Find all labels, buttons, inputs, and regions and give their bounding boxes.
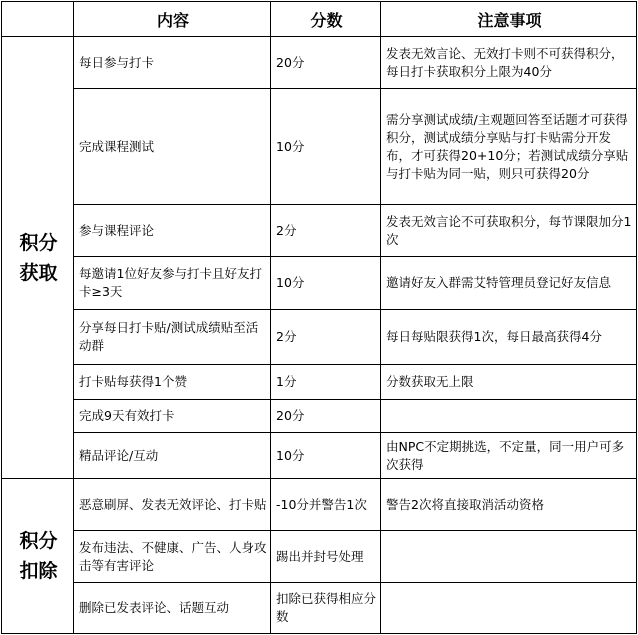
row-score: 1分 (271, 365, 381, 400)
header-row (2, 2, 637, 37)
header-content: 内容 (74, 2, 271, 37)
points-rules-table (1, 1, 637, 634)
deduct-row (2, 531, 637, 583)
row-notes: 发表无效言论、无效打卡则不可获得积分，每日打卡获取积分上限为40分 (381, 37, 637, 89)
earn-row (2, 365, 637, 400)
deduct-row (2, 479, 637, 531)
row-notes: 邀请好友入群需艾特管理员登记好友信息 (381, 257, 637, 310)
earn-row (2, 400, 637, 433)
header-notes: 注意事项 (381, 2, 637, 37)
row-notes: 分数获取无上限 (381, 365, 637, 400)
row-content: 分享每日打卡贴/测试成绩贴至活动群 (74, 310, 271, 365)
row-notes (381, 583, 637, 634)
row-content: 恶意刷屏、发表无效评论、打卡贴 (74, 479, 271, 531)
row-notes (381, 400, 637, 433)
row-score: 10分 (271, 433, 381, 479)
row-score: 10分 (271, 257, 381, 310)
row-notes: 需分享测试成绩/主观题回答至话题才可获得积分，测试成绩分享贴与打卡贴需分开发布，才可获得20+10分；若测试成绩分享贴与打卡贴为同一贴，则只可获得20分 (381, 89, 637, 205)
row-score: 2分 (271, 205, 381, 257)
earn-row (2, 433, 637, 479)
row-score: 踢出并封号处理 (271, 531, 381, 583)
row-notes: 每日每贴限获得1次，每日最高获得4分 (381, 310, 637, 365)
earn-row (2, 89, 637, 205)
row-score: 20分 (271, 400, 381, 433)
row-score: 10分 (271, 89, 381, 205)
row-notes: 发表无效言论不可获取积分，每节课限加分1次 (381, 205, 637, 257)
earn-row (2, 310, 637, 365)
row-content: 每日参与打卡 (74, 37, 271, 89)
row-notes: 由NPC不定期挑选，不定量，同一用户可多次获得 (381, 433, 637, 479)
earn-row (2, 37, 637, 89)
section-label-earn: 积分 获取 (2, 37, 74, 479)
header-score: 分数 (271, 2, 381, 37)
row-score: 20分 (271, 37, 381, 89)
row-content: 参与课程评论 (74, 205, 271, 257)
row-notes (381, 531, 637, 583)
deduct-row (2, 583, 637, 634)
row-score: 扣除已获得相应分数 (271, 583, 381, 634)
row-content: 精品评论/互动 (74, 433, 271, 479)
row-content: 完成课程测试 (74, 89, 271, 205)
earn-row (2, 257, 637, 310)
row-notes: 警告2次将直接取消活动资格 (381, 479, 637, 531)
row-content: 发布违法、不健康、广告、人身攻击等有害评论 (74, 531, 271, 583)
row-content: 打卡贴每获得1个赞 (74, 365, 271, 400)
row-score: 2分 (271, 310, 381, 365)
row-content: 删除已发表评论、话题互动 (74, 583, 271, 634)
row-content: 每邀请1位好友参与打卡且好友打卡≥3天 (74, 257, 271, 310)
earn-row (2, 205, 637, 257)
header-blank (2, 2, 74, 37)
row-score: -10分并警告1次 (271, 479, 381, 531)
section-label-deduct: 积分 扣除 (2, 479, 74, 634)
row-content: 完成9天有效打卡 (74, 400, 271, 433)
